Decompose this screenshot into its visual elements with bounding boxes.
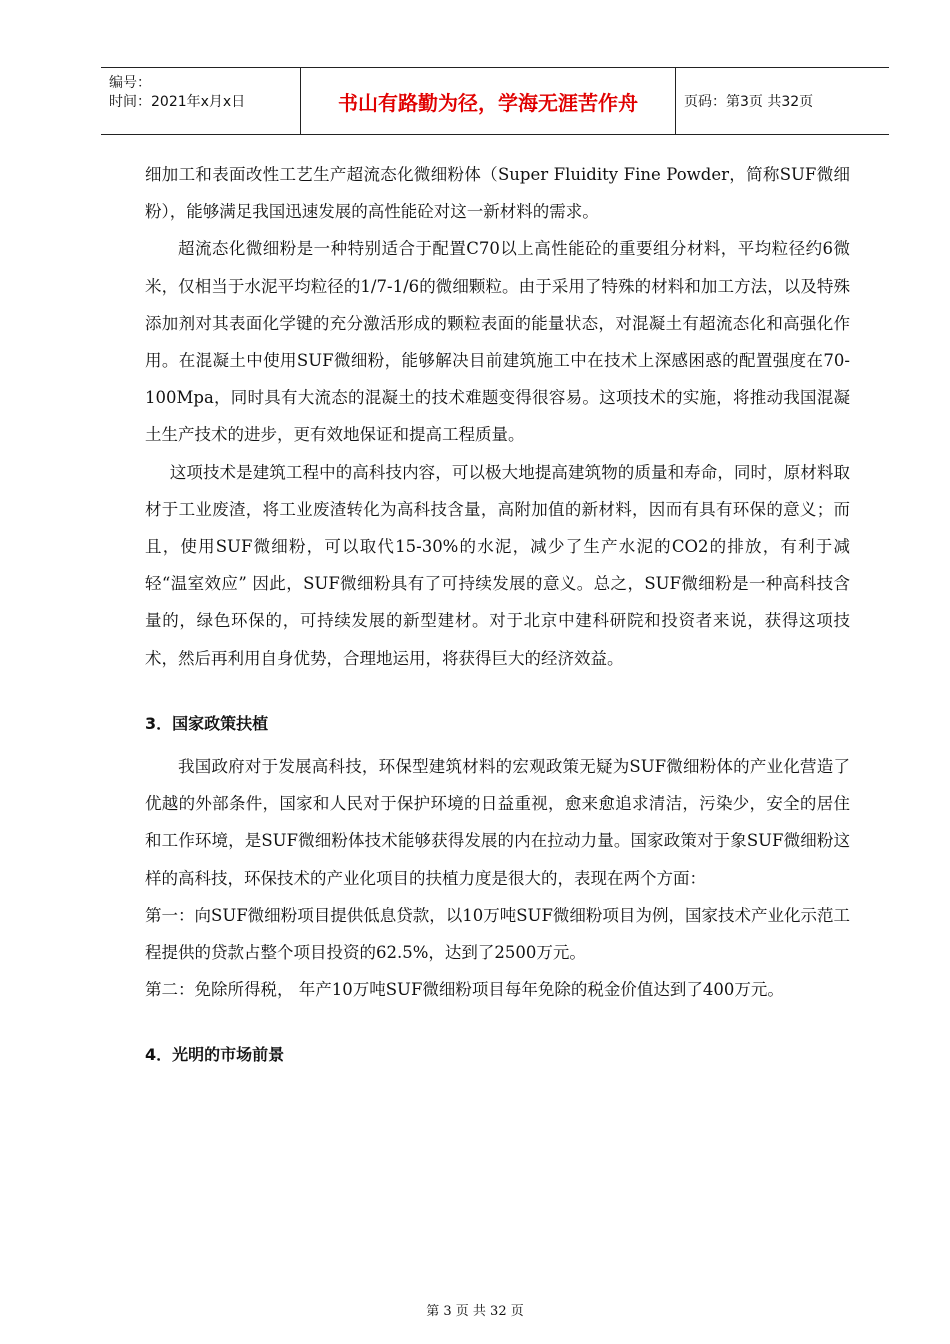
header-meta [101, 68, 301, 134]
header-page-info: 页码：第3页 共32页 [684, 94, 814, 110]
page-footer: 第 3 页 共 32 页 [426, 1304, 524, 1319]
paragraph: 第二：免除所得税， 年产10万吨SUF微细粉项目每年免除的税金价值达到了400万元。 [145, 980, 784, 1000]
paragraph: 我国政府对于发展高科技，环保型建筑材料的宏观政策无疑为SUF微细粉体的产业化营造了优越的外部条件，国家和人民对于保护环境的日益重视，愈来愈追求清洁，污染少，安全的居住和工作环境，是SUF微细粉体技术能够获得发展的内在拉动力量。国家政策对于象SUF微细粉这样的高科技，环保技术的产业化项目的扶植力度是很大的，表现在两个方面： [145, 757, 850, 888]
number-label: 编号： [109, 75, 151, 91]
page-header [101, 67, 889, 135]
section-heading: 4．光明的市场前景 [145, 1045, 285, 1065]
paragraph: 这项技术是建筑工程中的高科技内容，可以极大地提高建筑物的质量和寿命，同时，原材料取材于工业废渣，将工业废渣转化为高科技含量，高附加值的新材料，因而有具有环保的意义；而且，使用SUF微细粉，可以取代15-30%的水泥，减少了生产水泥的CO2的排放，有利于减轻“温室效应” 因此，SUF微细粉具有了可持续发展的意义。总之，SUF微细粉是一种高科技含量的，绿色环保的，可持续发展的新型建材。对于北京中建科研院和投资者来说，获得这项技术，然后再利用自身优势，合理地运用，将获得巨大的经济效益。 [145, 462, 850, 668]
paragraph: 第一：向SUF微细粉项目提供低息贷款，以10万吨SUF微细粉项目为例，国家技术产业化示范工程提供的贷款占整个项目投资的62.5%，达到了2500万元。 [145, 905, 850, 963]
document-body [145, 156, 850, 1074]
paragraph: 细加工和表面改性工艺生产超流态化微细粉体（Super Fluidity Fine Powder，简称SUF微细粉），能够满足我国迅速发展的高性能砼对这一新材料的需求。 [145, 165, 850, 222]
time-label: 时间：2021年x月x日 [109, 94, 246, 110]
section-heading: 3．国家政策扶植 [145, 713, 269, 733]
paragraph: 超流态化微细粉是一种特别适合于配置C70以上高性能砼的重要组分材料，平均粒径约6微米，仅相当于水泥平均粒径的1/7-1/6的微细颗粒。由于采用了特殊的材料和加工方法，以及特殊添加剂对其表面化学键的充分激活形成的颗粒表面的能量状态，对混凝土有超流态化和高强化作用。在混凝土中使用SUF微细粉，能够解决目前建筑施工中在技术上深感困惑的配置强度在70-100Mpa，同时具有大流态的混凝土的技术难题变得很容易。这项技术的实施，将推动我国混凝土生产技术的进步，更有效地保证和提高工程质量。 [145, 239, 850, 445]
header-motto: 书山有路勤为径，学海无涯苦作舟 [301, 68, 676, 134]
